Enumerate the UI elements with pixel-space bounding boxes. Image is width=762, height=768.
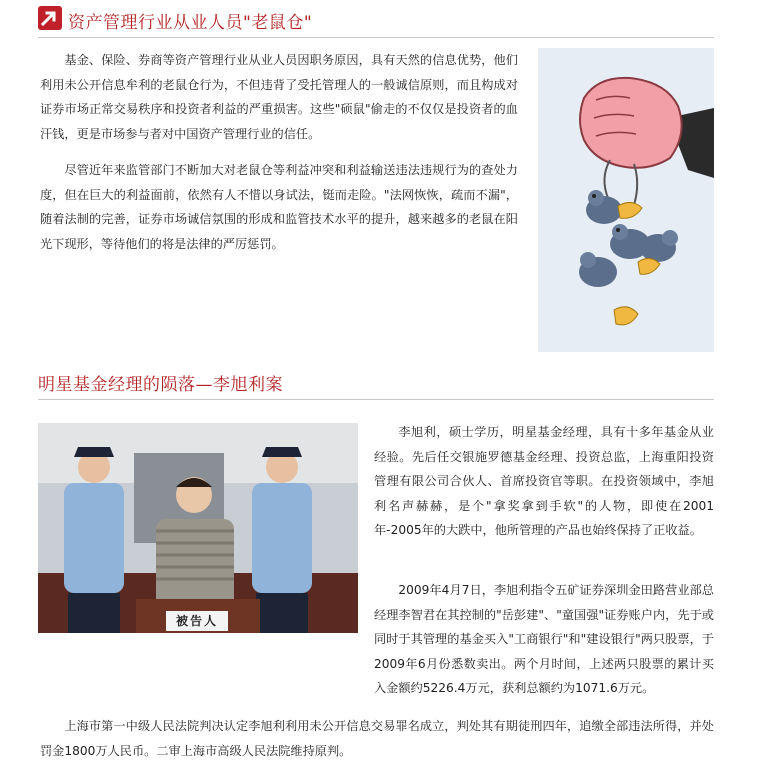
cartoon-fist-rats-image: [538, 48, 714, 352]
defendant-sign: 被告人: [175, 614, 218, 628]
paragraph: 基金、保险、券商等资产管理行业从业人员因职务原因，具有天然的信息优势，他们利用未公开信息牟利的老鼠仓行为，不但违背了受托管理人的一般诚信原则，而且构成对证券市场正常交易秩序和投资者利益的严重损害。这些"硕鼠"偷走的不仅仅是投资者的血汗钱，更是市场参与者对中国资产管理行业的信任。: [40, 53, 518, 141]
paragraph: 上海市第一中级人民法院判决认定李旭利利用未公开信息交易罪名成立，判处其有期徒刑四年，追缴全部违法所得，并处罚金1800万人民币。二审上海市高级人民法院维持原判。: [40, 719, 714, 758]
section-title-li-xuli-case: 明星基金经理的陨落—李旭利案: [38, 375, 283, 395]
section-divider: [38, 399, 714, 400]
paragraph: 尽管近年来监管部门不断加大对老鼠仓等利益冲突和利益输送违法违规行为的查处力度，但在巨大的利益面前，依然有人不惜以身试法，铤而走险。"法网恢恢，疏而不漏"，随着法制的完善，证券市场诚信氛围的形成和监管技术水平的提升，越来越多的老鼠在阳光下现形，等待他们的将是法律的严厉惩罚。: [40, 163, 518, 251]
section-logo-icon: [38, 6, 62, 30]
paragraph: 李旭利，硕士学历，明星基金经理，具有十多年基金从业经验。先后任交银施罗德基金经理、投资总监，上海重阳投资管理有限公司合伙人、首席投资官等职。在投资领域中，李旭利名声赫赫，是个"拿奖拿到手软"的人物，即使在2001年-2005年的大跌中，他所管理的产品也始终保持了正收益。: [374, 425, 714, 537]
paragraph-wrap: [40, 578, 714, 701]
section-divider: [38, 37, 714, 38]
section-title-rat-warehouse: 资产管理行业从业人员"老鼠仓": [68, 13, 313, 33]
paragraph: 2009年4月7日，李旭利指令五矿证券深圳金田路营业部总经理李智君在其控制的"岳彭建"、"童国强"证券账户内，先于或同时于其管理的基金买入"工商银行"和"建设银行"两只股票，于2009年6月份悉数卖出。两个月时间，上述两只股票的累计买入金额约5226.4万元，获利总额约为1071.6万元。: [374, 583, 714, 695]
